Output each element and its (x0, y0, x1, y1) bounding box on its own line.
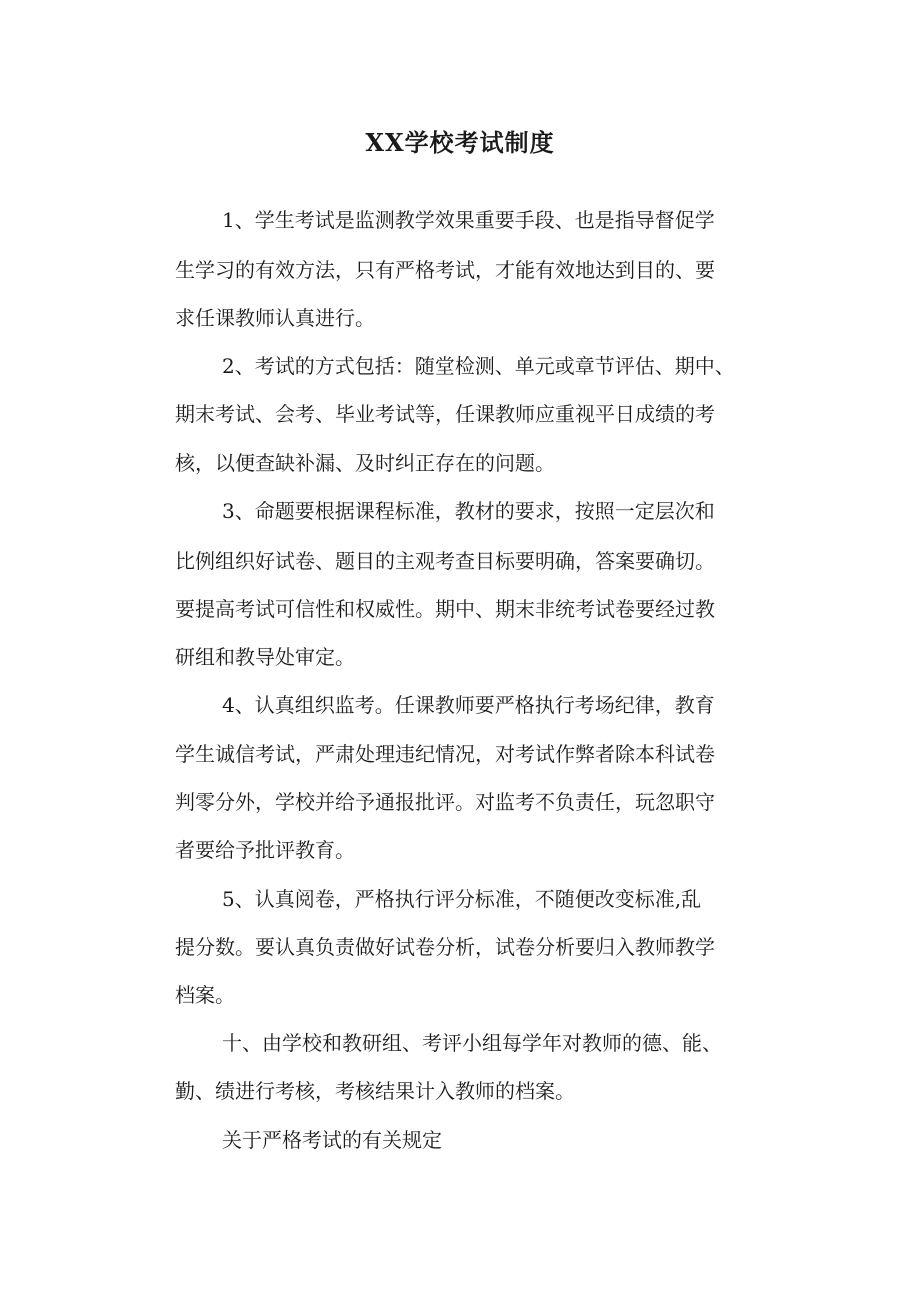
paragraph-4-line-3: 判零分外，学校并给予通报批评。对监考不负责任，玩忽职守 (175, 790, 715, 814)
paragraph-6-line-1: 十、由学校和教研组、考评小组每学年对教师的德、能、 (222, 1031, 722, 1055)
paragraph-2-line-2: 期末考试、会考、毕业考试等，任课教师应重视平日成绩的考 (175, 402, 715, 426)
paragraph-5-line-2: 提分数。要认真负责做好试卷分析，试卷分析要归入教师教学 (175, 935, 715, 959)
paragraph-3-line-2: 比例组织好试卷、题目的主观考查目标要明确，答案要确切。 (175, 549, 715, 573)
paragraph-1-line-3: 求任课教师认真进行。 (175, 306, 375, 330)
paragraph-4-line-4: 者要给予批评教育。 (175, 838, 355, 862)
paragraph-4-line-2: 学生诚信考试，严肃处理违纪情况，对考试作弊者除本科试卷 (175, 742, 715, 766)
paragraph-2-line-1: 2、考试的方式包括：随堂检测、单元或章节评估、期中、 (222, 354, 735, 378)
paragraph-4-line-1: 4、认真组织监考。任课教师要严格执行考场纪律，教育 (222, 693, 715, 717)
paragraph-2-line-3: 核，以便查缺补漏、及时纠正存在的问题。 (175, 451, 555, 475)
paragraph-3-line-4: 研组和教导处审定。 (175, 645, 355, 669)
paragraph-1-line-1: 1、学生考试是监测教学效果重要手段、也是指导督促学 (222, 208, 715, 232)
section-heading: 关于严格考试的有关规定 (222, 1128, 442, 1152)
paragraph-1-line-2: 生学习的有效方法，只有严格考试，才能有效地达到目的、要 (175, 258, 715, 282)
paragraph-5-line-3: 档案。 (175, 983, 235, 1007)
paragraph-3-line-3: 要提高考试可信性和权威性。期中、期末非统考试卷要经过教 (175, 597, 715, 621)
page-title: XX学校考试制度 (365, 128, 555, 157)
paragraph-6-line-2: 勤、绩进行考核，考核结果计入教师的档案。 (175, 1079, 575, 1103)
paragraph-3-line-1: 3、命题要根据课程标准，教材的要求，按照一定层次和 (222, 499, 715, 523)
paragraph-5-line-1: 5、认真阅卷，严格执行评分标准，不随便改变标准,乱 (222, 887, 702, 911)
